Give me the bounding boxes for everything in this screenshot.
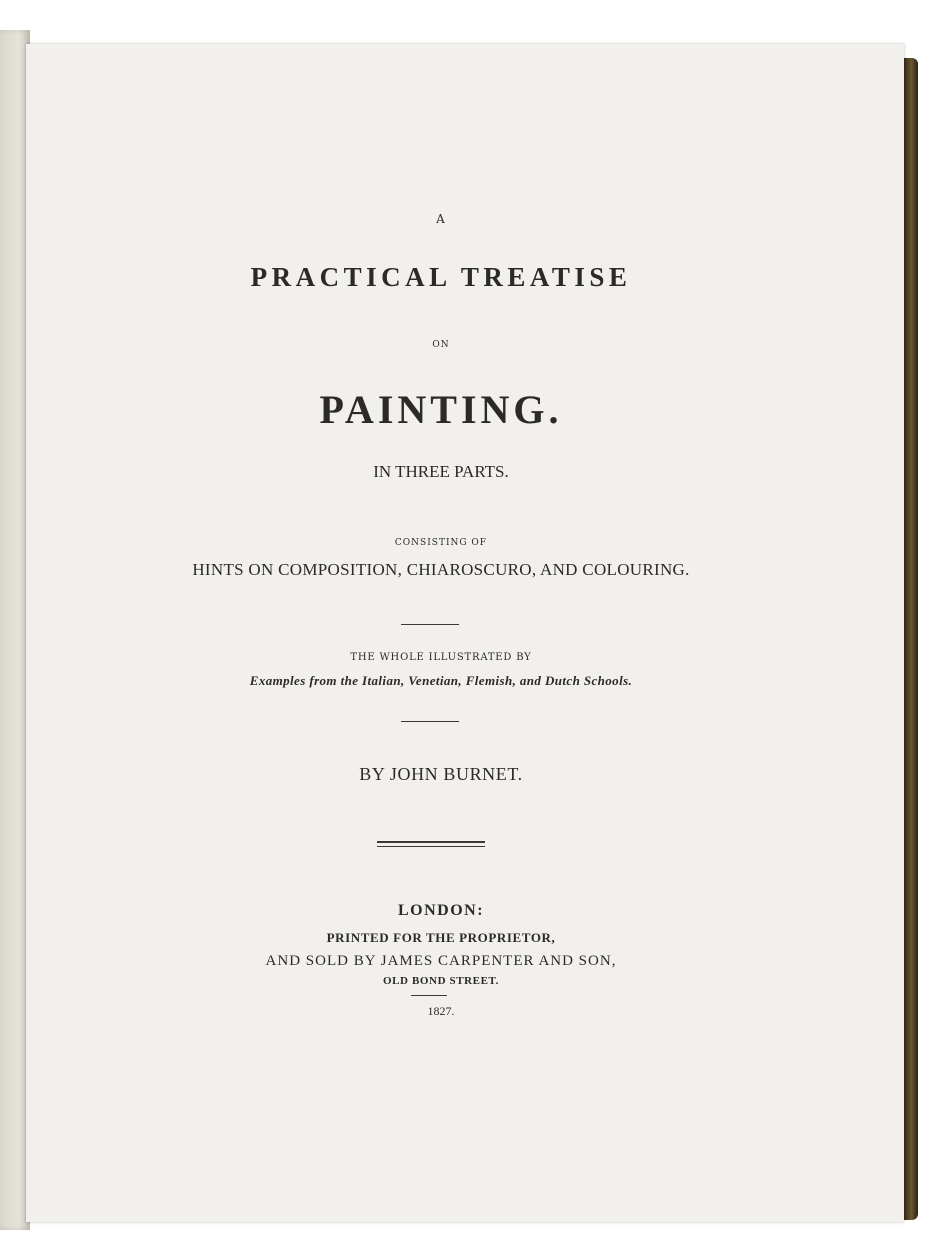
- divider-rule: [401, 721, 459, 722]
- title-page-content: [26, 44, 856, 1222]
- imprint-printed-for: PRINTED FOR THE PROPRIETOR,: [326, 930, 556, 945]
- imprint-street: OLD BOND STREET.: [382, 975, 500, 987]
- author-line: BY JOHN BURNET.: [359, 764, 523, 784]
- double-rule-bottom: [377, 846, 485, 847]
- title-line-2: PAINTING.: [319, 387, 563, 432]
- parts-line: IN THREE PARTS.: [373, 462, 509, 481]
- divider-rule: [401, 624, 459, 625]
- title-line-1: PRACTICAL TREATISE: [250, 262, 632, 292]
- title-page: [26, 44, 904, 1222]
- imprint-sold-by: AND SOLD BY JAMES CARPENTER AND SON,: [265, 953, 617, 969]
- subjects-line: HINTS ON COMPOSITION, CHIAROSCURO, AND COLOURING.: [192, 560, 690, 579]
- illustrated-by-line: THE WHOLE ILLUSTRATED BY: [350, 652, 532, 663]
- double-rule-top: [377, 841, 485, 843]
- imprint-year: 1827.: [427, 1004, 455, 1018]
- examples-line: Examples from the Italian, Venetian, Flemish, and Dutch Schools.: [249, 673, 633, 688]
- title-article: A: [436, 212, 446, 226]
- year-rule: [411, 995, 447, 996]
- title-connector: ON: [432, 340, 450, 350]
- imprint-city: LONDON:: [397, 902, 485, 919]
- consisting-of-line: CONSISTING OF: [394, 538, 488, 548]
